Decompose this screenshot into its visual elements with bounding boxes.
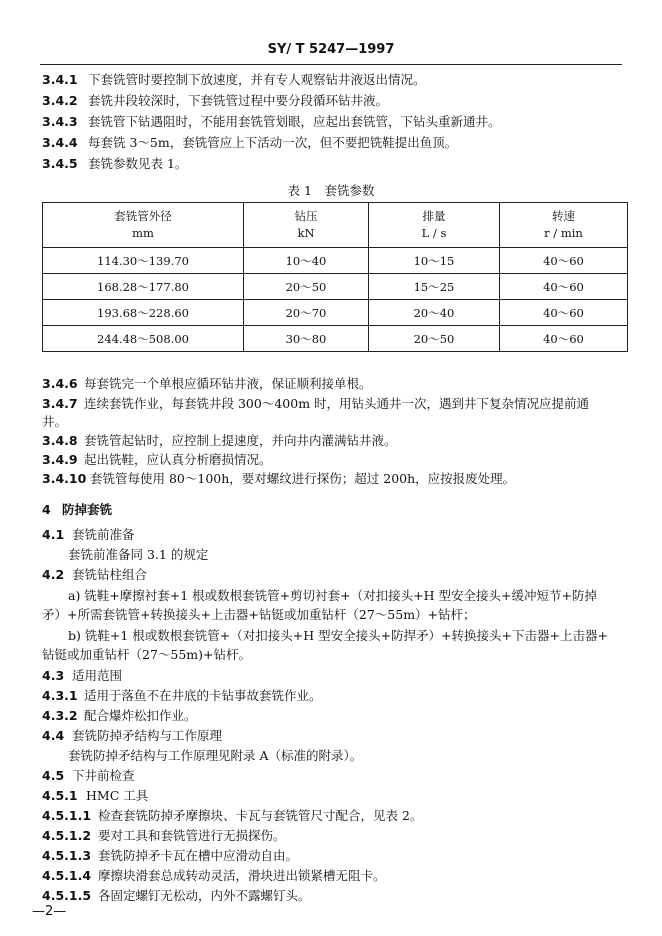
table-row — [43, 274, 628, 300]
item-number: 3.4.9 — [42, 452, 78, 467]
table-cell: 40～60 — [500, 274, 628, 300]
item-number: 4.5.1.1 — [42, 808, 92, 823]
table-cell: 20～50 — [244, 274, 369, 300]
item-title: HMC 工具 — [86, 788, 149, 803]
item-text: 要对工具和套铣管进行无损探伤。 — [98, 828, 286, 843]
item-text: 下套铣管时要控制下放速度，并有专人观察钻井液返出情况。 — [88, 72, 426, 87]
table-cell: 40～60 — [500, 326, 628, 352]
item-text-continued: 井。 — [42, 414, 68, 429]
item-text: 套铣管下钻遇阻时，不能用套铣管划眼，应起出套铣管，下钻头重新通井。 — [88, 114, 501, 129]
item-number: 3.4.10 — [42, 471, 87, 486]
table-row — [43, 248, 628, 274]
item-number: 4.5.1 — [42, 788, 78, 803]
table-cell: 244.48～508.00 — [43, 326, 244, 352]
table-caption: 表 1 套铣参数 — [287, 183, 375, 198]
item-title: 适用范围 — [72, 668, 123, 683]
item-title: 套铣防掉矛结构与工作原理 — [72, 728, 223, 743]
header-name: 排量 — [422, 209, 446, 223]
item-number: 4.4 — [42, 728, 65, 743]
item-number: 4.5.1.4 — [42, 868, 92, 883]
table-cell: 40～60 — [500, 248, 628, 274]
header-cell — [43, 203, 244, 248]
item-number: 3.4.8 — [42, 433, 78, 448]
item-number: 4.3.2 — [42, 708, 78, 723]
item-number: 3.4.4 — [42, 135, 78, 150]
item-number: 3.4.5 — [42, 156, 78, 171]
page-header: SY/ T 5247—1997 — [267, 42, 395, 57]
table-header-row — [43, 203, 628, 248]
table-cell: 10～40 — [244, 248, 369, 274]
item-text: 套铣井段较深时，下套铣管过程中要分段循环钻井液。 — [88, 93, 389, 108]
item-text: 起出铣鞋，应认真分析磨损情况。 — [84, 452, 272, 467]
table-cell: 30～80 — [244, 326, 369, 352]
section-title: 防掉套铣 — [62, 502, 113, 517]
item-number: 4.5 — [42, 768, 65, 783]
item-body: 套铣防掉矛结构与工作原理见附录 A（标准的附录）。 — [68, 748, 363, 763]
header-name: 钻压 — [294, 209, 318, 223]
header-cell — [500, 203, 628, 248]
item-title: 下井前检查 — [72, 768, 135, 783]
header-name: 转速 — [552, 209, 575, 223]
item-number: 4.3.1 — [42, 688, 78, 703]
item-number: 3.4.2 — [42, 93, 78, 108]
table-cell: 193.68～228.60 — [43, 300, 244, 326]
table-row — [43, 326, 628, 352]
table-row — [43, 300, 628, 326]
header-rule — [40, 64, 622, 65]
header-unit: r / min — [544, 226, 583, 240]
item-text: 套铣参数见表 1。 — [88, 156, 188, 171]
item-number: 3.4.3 — [42, 114, 78, 129]
item-number: 4.3 — [42, 668, 65, 683]
assembly-a-line1: a) 铣鞋+摩擦衬套+1 根或数根套铣管+剪切衬套+（对扣接头+H 型安全接头+缓冲短节+防掉 — [68, 588, 597, 603]
item-number: 4.1 — [42, 527, 65, 542]
item-title: 套铣前准备 — [72, 527, 135, 542]
header-cell — [369, 203, 500, 248]
table-cell: 10～15 — [369, 248, 500, 274]
table-cell: 15～25 — [369, 274, 500, 300]
table-cell: 20～40 — [369, 300, 500, 326]
section-number: 4 — [42, 502, 51, 517]
item-text: 套铣管起钻时，应控制上提速度，并向井内灌满钻井液。 — [84, 433, 397, 448]
item-number: 3.4.1 — [42, 72, 78, 87]
item-text: 检查套铣防掉矛摩擦块、卡瓦与套铣管尺寸配合，见表 2。 — [98, 808, 423, 823]
item-text: 各固定螺钉无松动，内外不露螺钉头。 — [98, 888, 311, 903]
header-unit: kN — [297, 226, 315, 240]
parameter-table — [42, 202, 628, 352]
header-cell — [244, 203, 369, 248]
item-text: 套铣防掉矛卡瓦在槽中应滑动自由。 — [98, 848, 299, 863]
table-cell: 20～70 — [244, 300, 369, 326]
table-cell: 114.30～139.70 — [43, 248, 244, 274]
page-number: —2— — [32, 904, 67, 919]
item-text: 每套铣 3～5m，套铣管应上下活动一次，但不要把铣鞋提出鱼顶。 — [88, 135, 458, 150]
item-body: 套铣前准备同 3.1 的规定 — [68, 547, 209, 562]
header-unit: L / s — [421, 226, 447, 240]
assembly-b-line2: 钻铤或加重钻杆（27～55m)+钻杆。 — [42, 647, 252, 662]
table-cell: 40～60 — [500, 300, 628, 326]
assembly-a-line2: 矛）+所需套铣管+转换接头+上击器+钻铤或加重钻杆（27～55m）+钻杆； — [42, 607, 476, 622]
item-text: 套铣管每使用 80～100h，要对螺纹进行探伤；超过 200h，应按报废处理。 — [90, 471, 516, 486]
item-number: 4.5.1.5 — [42, 888, 92, 903]
item-number: 3.4.6 — [42, 376, 78, 391]
item-number: 3.4.7 — [42, 396, 78, 411]
header-name: 套铣管外径 — [114, 209, 172, 223]
header-unit: mm — [132, 226, 154, 240]
item-text: 连续套铣作业，每套铣井段 300～400m 时，用钻头通井一次，遇到井下复杂情况应提前通 — [84, 396, 590, 411]
item-text: 每套铣完一个单根应循环钻井液，保证顺利接单根。 — [84, 376, 372, 391]
item-number: 4.2 — [42, 567, 65, 582]
item-text: 配合爆炸松扣作业。 — [84, 708, 197, 723]
assembly-b-line1: b) 铣鞋+1 根或数根套铣管+（对扣接头+H 型安全接头+防捍矛）+转换接头+下击器+上击器+ — [68, 628, 608, 643]
item-number: 4.5.1.2 — [42, 828, 92, 843]
item-text: 摩擦块滑套总成转动灵活，滑块进出锁紧槽无阻卡。 — [98, 868, 386, 883]
table-cell: 20～50 — [369, 326, 500, 352]
item-text: 适用于落鱼不在井底的卡钻事故套铣作业。 — [84, 688, 322, 703]
item-number: 4.5.1.3 — [42, 848, 92, 863]
table-cell: 168.28～177.80 — [43, 274, 244, 300]
item-title: 套铣钻柱组合 — [72, 567, 148, 582]
